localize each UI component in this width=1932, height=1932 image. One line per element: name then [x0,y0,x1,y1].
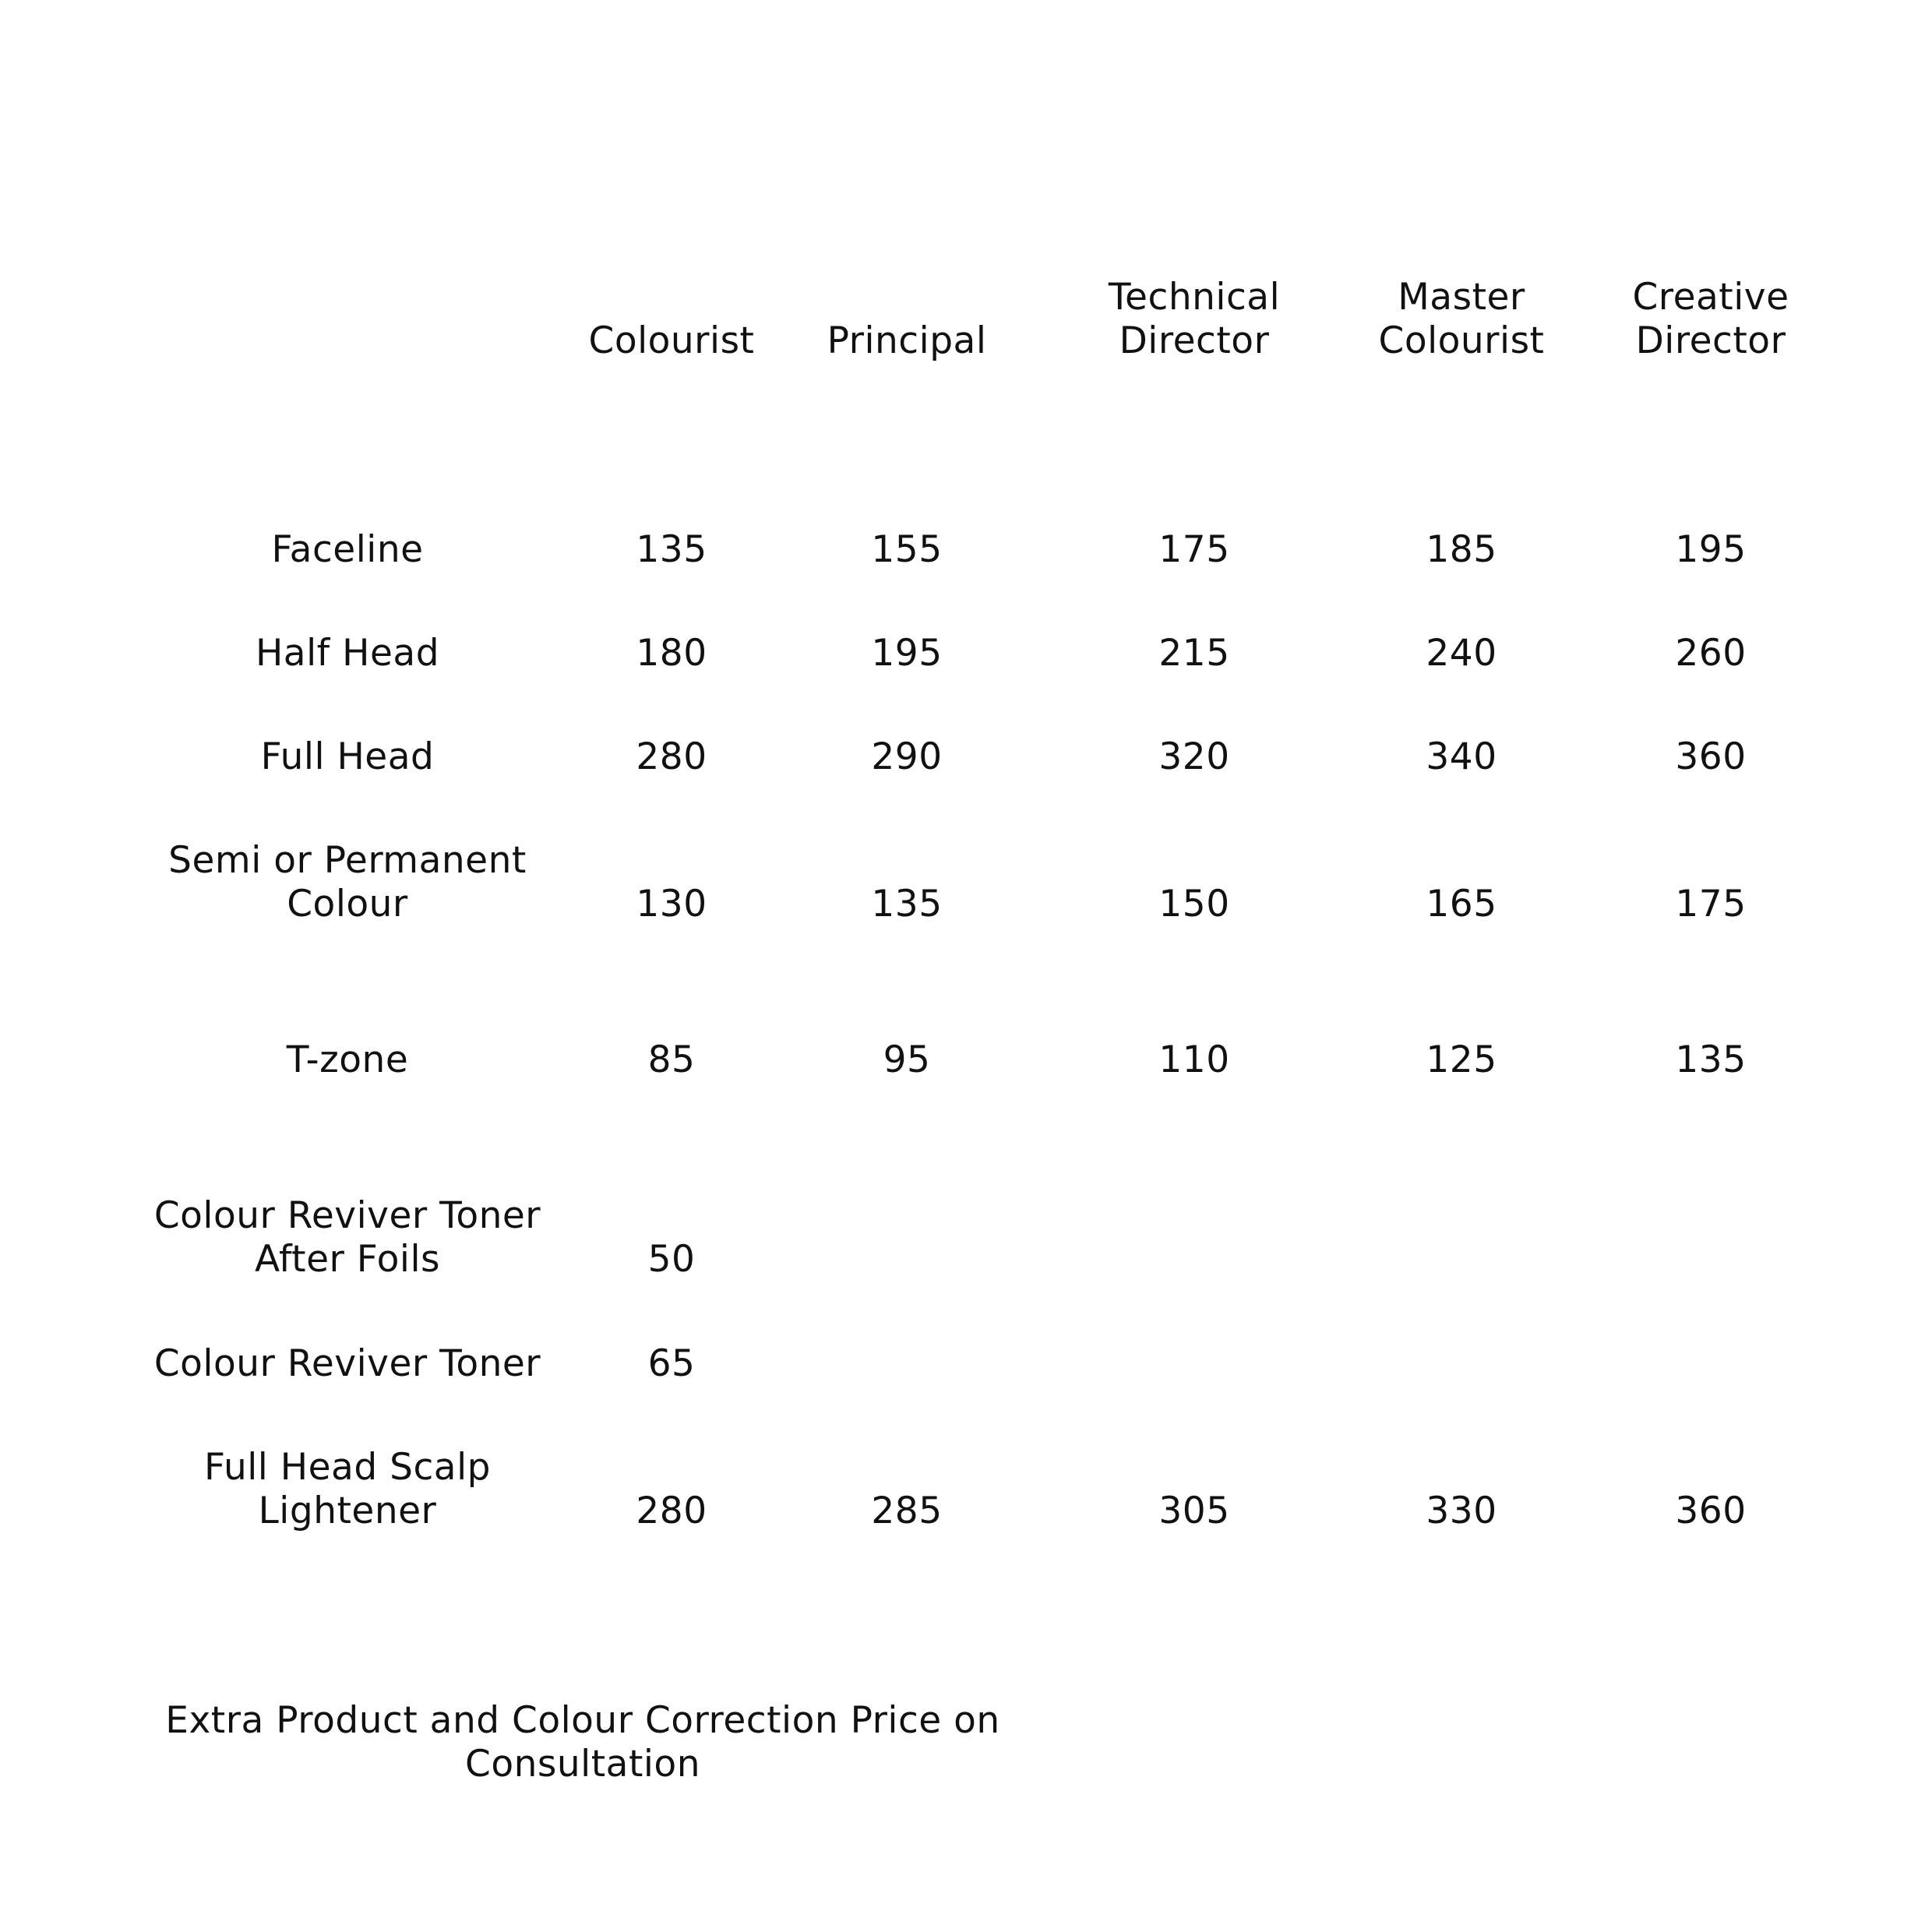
price-cell: 340 [1426,735,1497,778]
row-label-text: Faceline [271,528,424,571]
row-label-line1: Semi or Permanent [168,839,527,882]
row-colour-reviver-toner-label [154,1342,541,1386]
price-cell: 50 [647,1238,696,1281]
price-cell: 65 [647,1342,696,1385]
price-cell: 185 [1426,528,1497,571]
row-label-line2: Colour [287,883,408,925]
price-cell: 285 [871,1490,943,1532]
price-cell: 320 [1158,735,1230,778]
row-semi-permanent-colour-label [168,839,527,926]
footer-note-line2: Consultation [465,1743,700,1786]
price-cell: 175 [1158,528,1230,571]
price-cell: 180 [636,632,707,675]
row-full-head-label [261,735,435,779]
row-label-line1: Full Head Scalp [203,1446,492,1489]
footer-note [165,1699,999,1786]
header-creative-director-line1: Creative [1632,276,1789,319]
price-cell: 95 [883,1038,931,1081]
header-principal-label: Principal [827,319,987,362]
header-creative-director [1632,276,1789,363]
price-cell: 195 [871,632,943,675]
price-cell: 110 [1158,1038,1230,1081]
row-label-line1: Colour Reviver Toner [153,1194,541,1237]
row-label-line2: Lightener [258,1490,437,1532]
header-technical-director [1109,276,1280,363]
row-label-text: Half Head [255,632,440,675]
header-principal [827,319,987,363]
price-cell: 130 [636,883,707,925]
price-cell: 155 [871,528,943,571]
row-label-text: T-zone [286,1038,409,1081]
price-cell: 280 [636,735,707,778]
price-cell: 135 [871,883,943,925]
header-colourist-label: Colourist [588,319,755,362]
price-cell: 125 [1426,1038,1497,1081]
price-cell: 360 [1675,735,1747,778]
price-cell: 360 [1675,1490,1747,1532]
header-technical-director-line2: Director [1119,319,1270,362]
header-master-colourist-line1: Master [1398,276,1525,319]
price-cell: 135 [1675,1038,1747,1081]
row-t-zone-label [287,1038,408,1082]
header-technical-director-line1: Technical [1108,276,1281,319]
row-label-text: Full Head [260,735,435,778]
header-master-colourist-line2: Colourist [1378,319,1545,362]
price-cell: 330 [1426,1490,1497,1532]
header-colourist [589,319,755,363]
price-cell: 195 [1675,528,1747,571]
price-cell: 240 [1426,632,1497,675]
row-half-head-label [256,632,439,675]
price-cell: 215 [1158,632,1230,675]
price-cell: 135 [636,528,707,571]
price-cell: 165 [1426,883,1497,925]
price-cell: 305 [1158,1490,1230,1532]
row-label-line2: After Foils [254,1238,441,1281]
price-cell: 175 [1675,883,1747,925]
price-cell: 260 [1675,632,1747,675]
price-cell: 150 [1158,883,1230,925]
row-label-text: Colour Reviver Toner [153,1342,541,1385]
price-cell: 85 [647,1038,696,1081]
row-faceline-label [271,528,423,572]
header-creative-director-line2: Director [1635,319,1786,362]
price-cell: 280 [636,1490,707,1532]
row-colour-reviver-toner-after-foils-label [154,1194,541,1282]
header-master-colourist [1379,276,1545,363]
price-cell: 290 [871,735,943,778]
footer-note-line1: Extra Product and Colour Correction Price on [165,1699,1000,1742]
row-full-head-scalp-lightener-label [204,1446,491,1533]
